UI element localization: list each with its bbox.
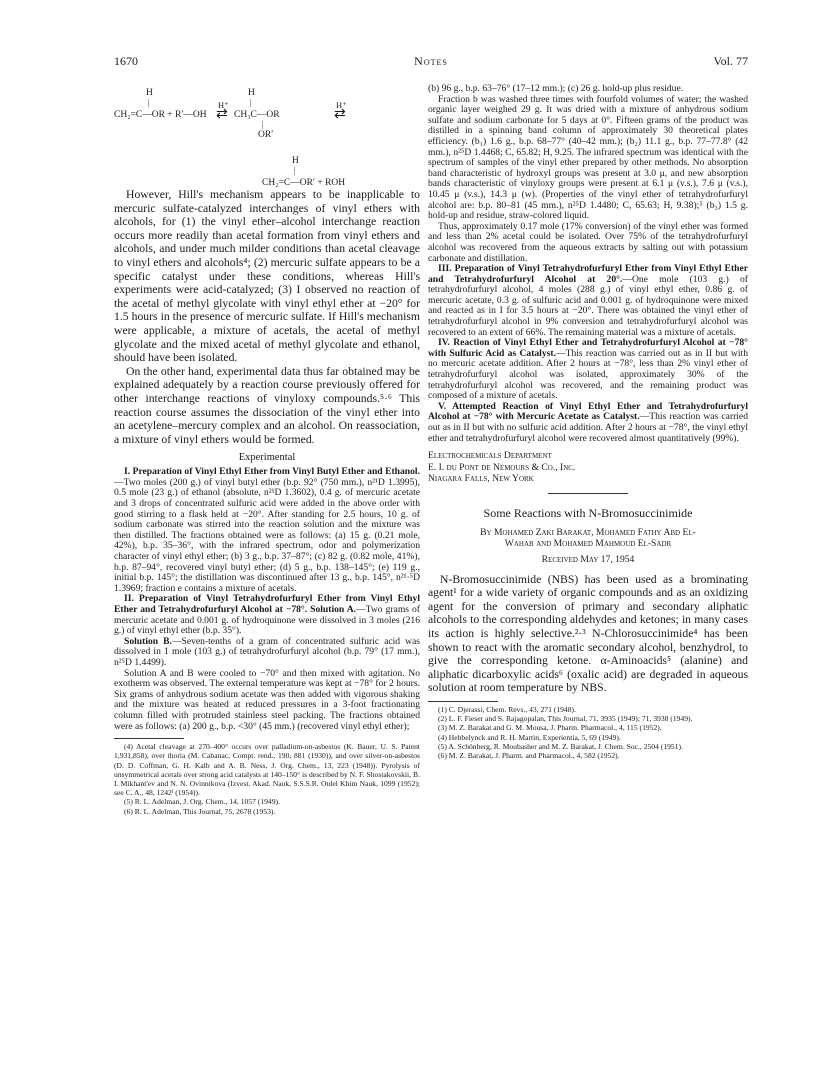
experiment-2-body: —Two grams of mercuric acetate and 0.001 g. of hydroquinone were dissolved in 3 moles (216 g.) of vinyl ethyl ether (b.p. 35°). bbox=[114, 604, 420, 637]
right-footnote-rule bbox=[428, 701, 498, 702]
footnote-rule bbox=[114, 738, 184, 739]
experiment-1-heading: I. Preparation of Vinyl Ethyl Ether from Vinyl Butyl Ether and Ethanol. bbox=[124, 466, 420, 478]
fraction-b-paragraph: Fraction b was washed three times with fourfold volumes of water; the washed organic layer weighed 29 g. It was dried with a mixture of anhydrous sodium sulfate and sodium carbonate for 5 days at 0°. Fifteen grams of the product was distilled in a spinning band column of approximately 30 theoretical plates efficiency. (b₁) 1.6 g., b.p. 68–77° (40–42 mm.); (b₂) 11.1 g., b.p. 77–77.8° (42 mm.), n²⁵D 1.4468; C, 65.82; H, 9.25. The infrared spectrum was identical with the spectrum of samples of the vinyl ether prepared by other methods. No absorption band characteristic of hydroxyl groups was present at 3.0 μ, and new absorption bands characteristic of vinyloxy groups were present at 6.1 μ (v.s.), 7.6 μ (v.s.), 10.45 μ (v.s.), 14.3 μ (w). (Properties of the vinyl ether of tetrahydrofurfuryl alcohol are: b.p. 80–81 (45 mm.), n²⁵D 1.4480; C, 65.63; H, 9.38);⁵ (b₃) 1.5 g. hold-up and residue, straw-colored liquid. bbox=[428, 93, 748, 222]
right-footnote-4: (4) Hebbelynck and R. H. Martin, Experientia, 5, 69 (1949). bbox=[438, 732, 621, 742]
conversion-paragraph: Thus, approximately 0.17 mole (17% conversion) of the vinyl ether was formed and less than 2% acetal could be isolated. Over 75% of the tetrahydrofurfuryl alcohol was recovered from the aqueous extracts by salting out with potassium carbonate and distillation. bbox=[428, 220, 748, 264]
experiment-3 bbox=[428, 264, 748, 338]
volume-label: Vol. 77 bbox=[713, 54, 748, 68]
paragraph-nbs: N-Bromosuccinimide (NBS) has been used as a brominating agent¹ for a wide variety of organic compounds and as an oxidizing agent for the conversion of primary and secondary aliphatic alcohols to the corresponding aldehydes and ketones; in many cases its action is highly selective.²·³ N-Chlorosuccinimide⁴ has been shown to react with the aromatic secondary alcohol, benzhydrol, to give the corresponding ketone. α-Aminoacids⁵ (alanine) and aliphatic dicarboxylic acids⁶ (oxalic acid) are degraded in aqueous solution at room temperature by NBS. bbox=[428, 572, 748, 695]
solution-b-heading: Solution B. bbox=[124, 635, 172, 647]
affiliation-line-3: Niagara Falls, New York bbox=[428, 473, 534, 485]
footnote-5: (5) R. L. Adelman, J. Org. Chem., 14, 1057 (1949). bbox=[124, 797, 280, 807]
scheme-h2: H bbox=[248, 88, 255, 98]
affiliation-line-1: Electrochemicals Department bbox=[428, 450, 552, 462]
scheme-mid: CH₃C—OR bbox=[234, 110, 280, 120]
affiliation-line-2: E. I. du Pont de Nemours & Co., Inc. bbox=[428, 461, 576, 473]
right-footnote-2: (2) L. F. Fieser and S. Rajagopalan, This Journal, 71, 3935 (1949); 71, 3938 (1949). bbox=[438, 714, 693, 724]
experiment-2 bbox=[114, 594, 420, 636]
scheme-arrow1: ⇄ bbox=[216, 107, 228, 122]
footnote-4: (4) Acetal cleavage at 270–400° occurs over palladium-on-asbestos (K. Bauer, U. S. Patent 1,931,858), over thoria (M. Cabanac, Compt. rend., 190, 881 (1930)), and over silver-on-asbestos (D. D. Coffman, G. H. Kalb and A. B. Ness, J. Org. Chem., 13, 223 (1948)). Pyrolysis of unsymmetrical acetals over strong acid catalysts at 140–150° is described by N. F. Shostakovskii, B. I. Mikhant'ev and N. N. Ovinnikova (Izvest. Akad. Nauk, S.S.S.R. Otdel Khim Nauk, 1099 (1952); see C. A., 48, 1242ᶠ (1954)). bbox=[114, 742, 420, 798]
scheme-hplus2: H⁺ bbox=[336, 100, 347, 110]
fraction-continued: (b) 96 g., b.p. 63–76° (17–12 mm.); (c) 26 g. hold-up plus residue. bbox=[428, 83, 684, 94]
experiment-4-body: —This reaction was carried out as in II but with no mercuric acetate addition. After 2 hours at −78°, less than 2% vinyl ether of tetrahydrofurfuryl alcohol was isolated, approximately 30% of the tetrahydrofurfuryl alcohol was recovered, and the remaining product was composed of a mixture of acetals. bbox=[428, 347, 748, 402]
scheme-h3: H bbox=[292, 156, 299, 166]
experiment-3-body: —One mole (103 g.) of tetrahydrofurfuryl alcohol, 4 moles (288 g.) of vinyl ethyl ether, 0.86 g. of mercuric acetate, 0.3 g. of sulfuric acid and 0.001 g. of hydroquinone were mixed and reacted as in I for 3.5 hours at −20°. There was obtained the vinyl ether of tetrahydrofurfuryl alcohol in 9% conversion and tetrahydrofurfuryl alcohol was recovered to an extent of 66%. The remaining material was a mixture of acetals. bbox=[428, 273, 748, 338]
affiliation bbox=[428, 450, 748, 485]
experiment-2-heading: II. Preparation of Vinyl Tetrahydrofurfuryl Ether from Vinyl Ethyl Ether and Tetrahydrofurfuryl Alcohol at −78°. Solution A. bbox=[114, 593, 420, 615]
section-title: Notes bbox=[414, 54, 448, 68]
byline-line-2: Wahab and Mohamed Mahmoud El-Sadr bbox=[504, 538, 672, 550]
right-footnote-6: (6) M. Z. Barakat, J. Pharm. and Pharmacol., 4, 582 (1952). bbox=[438, 751, 620, 761]
scheme-line1: CH₂=C—OR + R′—OH bbox=[114, 110, 207, 120]
article-title: Some Reactions with N-Bromosuccinimide bbox=[483, 505, 693, 520]
article-separator bbox=[548, 493, 628, 494]
experiment-2-procedure: Solution A and B were cooled to −70° and then mixed with agitation. No exotherm was observed. The external temperature was kept at −78° for 2 hours. Six grams of anhydrous sodium acetate was then added with vigorous shaking and the mixture was heated at reduced pressures in a 3-foot fractionating column filled with protruded stainless steel packing. The fractions obtained were as follows: (a) 200 g., b.p. <30° (45 mm.) (recovered vinyl ethyl ether); bbox=[114, 667, 420, 732]
experiment-4-heading: IV. Reaction of Vinyl Ethyl Ether and Tetrahydrofurfuryl Alcohol at −78° with Sulfuric Acid as Catalyst. bbox=[428, 337, 748, 359]
paragraph-other-hand: On the other hand, experimental data thus far obtained may be explained adequately by a reaction course previously offered for other interchange reactions of vinyloxy compounds.⁵·⁶ This reaction course assumes the dissociation of the vinyl ether into an acetylene–mercury complex and an alcohol. On reassociation, a mixture of vinyl ethers would be formed. bbox=[114, 364, 420, 446]
experiment-5 bbox=[428, 402, 748, 444]
scheme-arrow2: ⇄ bbox=[334, 107, 346, 122]
experiment-4 bbox=[428, 338, 748, 402]
scheme-line2: CH₂=C—OR′ + ROH bbox=[262, 178, 346, 188]
left-column bbox=[114, 84, 420, 816]
footnote-6: (6) R. L. Adelman, This Journal, 75, 2678 (1953). bbox=[124, 806, 276, 816]
right-footnote-3: (3) M. Z. Barakat and G. M. Mousa, J. Pharm. Pharmacol., 4, 115 (1952). bbox=[438, 723, 662, 733]
experiment-5-body: —This reaction was carried out as in II but with no sulfuric acid addition. After 2 hours at −78°, the vinyl ethyl ether and tetrahydrofurfuryl alcohol were recovered almost quantitatively (99%). bbox=[428, 411, 748, 444]
received-date: Received May 17, 1954 bbox=[541, 553, 635, 565]
paragraph-hill: However, Hill's mechanism appears to be inapplicable to mercuric sulfate-catalyzed interchanges of vinyl ethers with alcohols, for (1) the vinyl ether–alcohol interchange reaction occurs more readily than acetal formation from vinyl ethers and alcohols, and under much milder conditions than acetal cleavage to vinyl ethers and alcohols⁴; (2) mercuric sulfate appears to be a specific catalyst under these conditions, whereas Hill's experiments were acid-catalyzed; (3) I observed no reaction of the acetal of methyl glycolate with vinyl ethyl ether at −20° for 1.5 hours in the presence of mercuric sulfate. If Hill's mechanism were applicable, a mixture of acetals, the acetal of methyl glycolate and the mixed acetal of methyl glycolate and ethanol, should have been isolated. bbox=[114, 188, 420, 365]
experiment-2-solution-b bbox=[114, 637, 420, 669]
running-header bbox=[114, 54, 748, 72]
right-footnote-5: (5) A. Schönberg, R. Moubasher and M. Z. Barakat, J. Chem. Soc., 2504 (1951). bbox=[438, 741, 683, 751]
experiment-5-heading: V. Attempted Reaction of Vinyl Ethyl Ether and Tetrahydrofurfuryl Alcohol at −78° with Mercuric Acetate as Catalyst. bbox=[428, 400, 748, 423]
solution-b-body: —Seven-tenths of a gram of concentrated sulfuric acid was dissolved in 1 mole (103 g.) of tetrahydrofurfuryl alcohol (b.p. 79° (17 mm.), n²⁵D 1.4499). bbox=[114, 635, 420, 668]
byline-line-1: By Mohamed Zaki Barakat, Mohamed Fathy Abd El- bbox=[480, 526, 696, 538]
scheme-h1: H bbox=[146, 88, 153, 98]
right-column bbox=[428, 84, 748, 760]
reaction-scheme: H H | | H⁺ H⁺ CH₂=C—OR + R′—OH ⇄ CH₃C—OR ⇄ | OR′ H | CH₂=C—OR′ + ROH bbox=[114, 88, 347, 188]
experiment-3-heading: III. Preparation of Vinyl Tetrahydrofurfuryl Ether from Vinyl Ethyl Ether and Tetrahydrofurfuryl Alcohol at 20°. bbox=[428, 263, 748, 285]
experimental-heading: Experimental bbox=[238, 452, 296, 464]
scheme-hplus1: H⁺ bbox=[218, 100, 229, 110]
right-footnote-1: (1) C. Djerassi, Chem. Revs., 43, 271 (1948). bbox=[438, 705, 576, 715]
scheme-or-prime: OR′ bbox=[258, 130, 274, 140]
experiment-1 bbox=[114, 467, 420, 594]
page-number: 1670 bbox=[114, 54, 138, 68]
experiment-1-body: —Two moles (200 g.) of vinyl butyl ether (b.p. 92° (750 mm.), n²¹D 1.3995), 0.5 mole (23 g.) of ethanol (absolute, n²¹D 1.3602), 0.4 g. of mercuric acetate and 3 drops of concentrated sulfuric acid were added in the above order with good stirring to a flask held at −20°. After standing for 2.5 hours, 10 g. of sodium carbonate was stirred into the reaction solution and the mixture was then distilled. The fractions obtained were as follows: (a) 15 g. (0.21 mole, 42%), b.p. 35–36°, with the infrared spectrum, odor and polymerization character of vinyl ethyl ether; (b) 3 g., b.p. 37–87°; (c) 82 g. (0.82 mole, 41%), b.p. 87–94°, recovered vinyl butyl ether; (d) 5 g., b.p. 138–145°; (e) 119 g., initial b.p. 145°; the distillation was discontinued after 13 g., b.p. 145°, n²¹·⁵D 1.3969; fraction e contains a mixture of acetals. bbox=[114, 476, 420, 594]
